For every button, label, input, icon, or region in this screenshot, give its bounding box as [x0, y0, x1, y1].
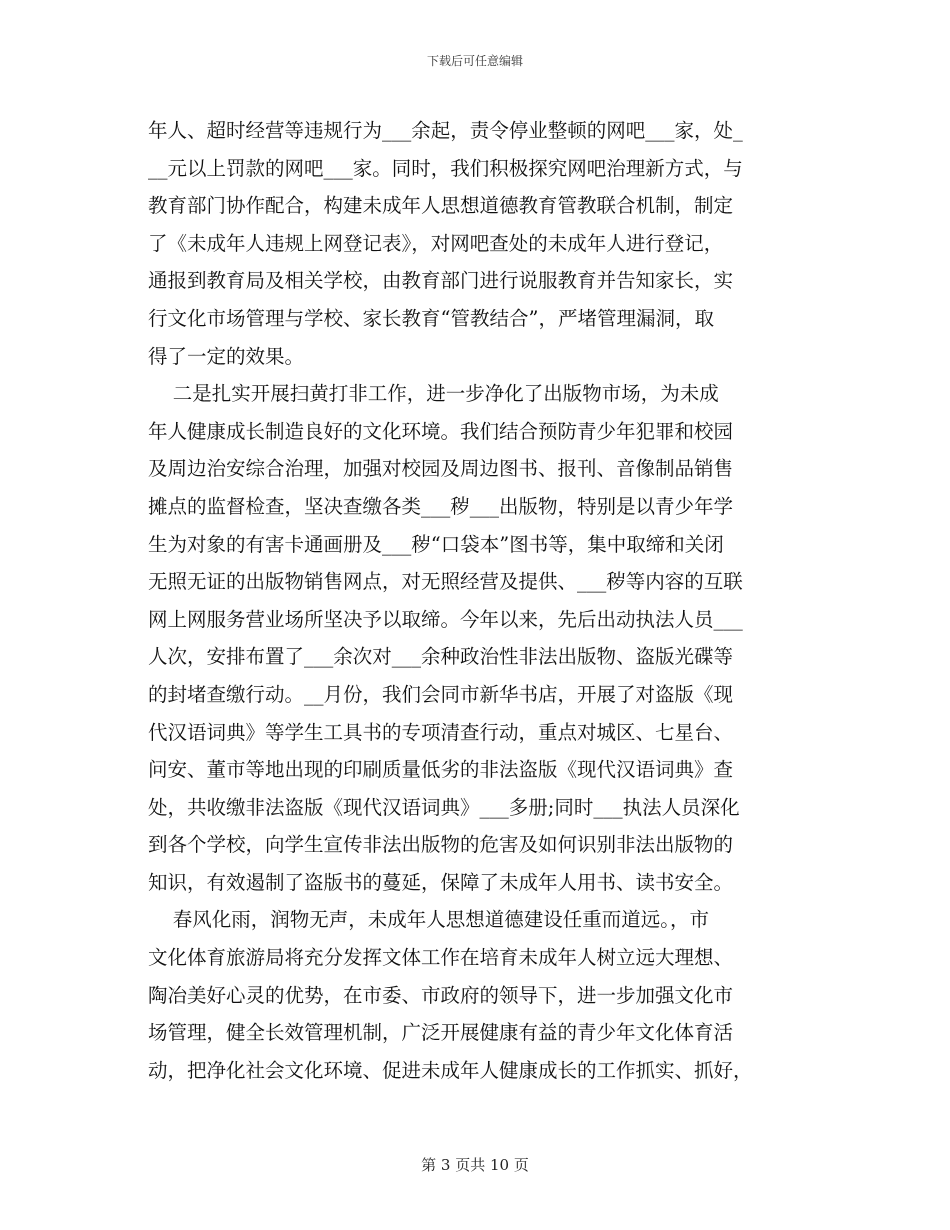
text-line: 年人健康成长制造良好的文化环境。我们结合预防青少年犯罪和校园: [148, 419, 734, 443]
text-line: 知识，有效遏制了盗版书的蔓延，保障了未成年人用书、读书安全。: [148, 870, 734, 894]
page-footer: 第 3 页共 10 页: [421, 1156, 529, 1174]
text-line: 动，把净化社会文化环境、促进未成年人健康成长的工作抓实、抓好，: [148, 1058, 753, 1082]
text-line: 陶冶美好心灵的优势，在市委、市政府的领导下，进一步加强文化市: [148, 983, 734, 1007]
text-line: 无照无证的出版物销售网点，对无照经营及提供、___秽等内容的互联: [148, 570, 743, 594]
text-line: 春风化雨，润物无声，未成年人思想道德建设任重而道远。，市: [148, 908, 710, 932]
text-line: 文化体育旅游局将充分发挥文体工作在培育未成年人树立远大理想、: [148, 946, 734, 970]
text-line: 二是扎实开展扫黄打非工作，进一步净化了出版物市场，为未成: [148, 382, 719, 406]
text-line: 网上网服务营业场所坚决予以取缔。今年以来，先后出动执法人员___: [148, 607, 743, 631]
text-line: 教育部门协作配合，构建未成年人思想道德教育管教联合机制，制定: [148, 194, 734, 218]
page-header: 下载后可任意编辑: [426, 54, 523, 68]
document-body: [148, 112, 802, 1089]
text-line: 生为对象的有害卡通画册及___秽“口袋本”图书等，集中取缔和关闭: [148, 532, 724, 556]
text-line: __元以上罚款的网吧___家。同时，我们积极探究网吧治理新方式，与: [148, 156, 743, 180]
text-line: 的封堵查缴行动。__月份，我们会同市新华书店，开展了对盗版《现: [148, 682, 734, 706]
text-line: 处，共收缴非法盗版《现代汉语词典》___多册;同时___执法人员深化: [148, 795, 740, 819]
text-line: 摊点的监督检查，坚决查缴各类___秽___出版物，特别是以青少年学: [148, 494, 734, 518]
text-line: 场管理，健全长效管理机制，广泛开展健康有益的青少年文化体育活: [148, 1021, 734, 1045]
text-line: 得了一定的效果。: [148, 344, 305, 368]
text-line: 及周边治安综合治理，加强对校园及周边图书、报刊、音像制品销售: [148, 457, 734, 481]
text-line: 年人、超时经营等违规行为___余起，责令停业整顿的网吧___家，处_: [148, 119, 743, 142]
text-line: 行文化市场管理与学校、家长教育“管教结合”，严堵管理漏洞，取: [148, 306, 714, 330]
text-line: 代汉语词典》等学生工具书的专项清查行动，重点对城区、七星台、: [148, 720, 734, 744]
text-line: 人次，安排布置了___余次对___余种政治性非法出版物、盗版光碟等: [148, 645, 734, 669]
text-line: 通报到教育局及相关学校，由教育部门进行说服教育并告知家长，实: [148, 269, 734, 293]
text-line: 了《未成年人违规上网登记表》，对网吧查处的未成年人进行登记，: [148, 231, 724, 255]
text-line: 问安、董市等地出现的印刷质量低劣的非法盗版《现代汉语词典》查: [148, 758, 734, 782]
text-line: 到各个学校，向学生宣传非法出版物的危害及如何识别非法出版物的: [148, 833, 734, 857]
